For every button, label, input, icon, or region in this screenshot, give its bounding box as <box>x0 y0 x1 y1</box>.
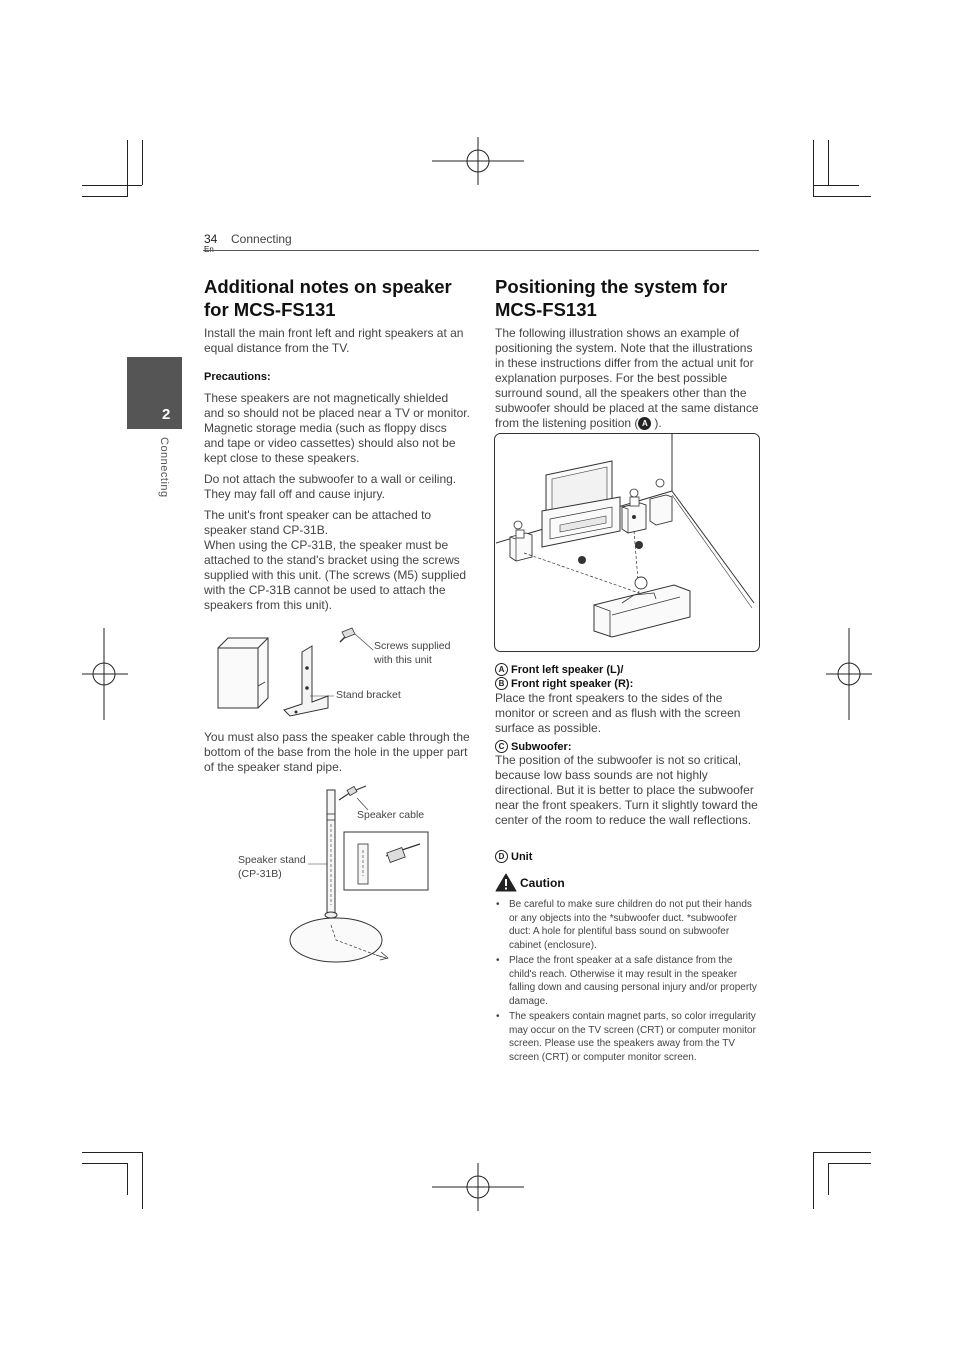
right-intro-text: The following illustration shows an example of positioning the system. Note that the illustrations in these instructions differ from the actual unit for explanation purposes. For the best possible surround sound, all the speakers other than the subwoofer should be placed at the same distance from the listening position ( <box>495 326 759 430</box>
warning-icon <box>495 873 517 892</box>
screws-caption: Screws supplied with this unit <box>374 640 451 666</box>
marker-c: C <box>495 740 508 753</box>
front-right-label: Front right speaker (R): <box>511 678 634 690</box>
right-title: Positioning the system for MCS-FS131 <box>495 276 728 320</box>
speaker-stand-caption: Speaker stand (CP-31B) <box>238 854 306 880</box>
label-front-left <box>495 663 623 677</box>
page-number: 34 <box>204 232 218 246</box>
left-title: Additional notes on speaker for MCS-FS131 <box>204 276 452 320</box>
chapter-tab <box>127 357 182 429</box>
precautions-label: Precautions: <box>204 371 271 383</box>
caution-list <box>495 898 761 1066</box>
subwoofer-label: Subwoofer: <box>511 741 572 753</box>
chapter-label: Connecting <box>158 437 170 498</box>
header-section: Connecting <box>231 232 292 246</box>
subwoofer-text: The position of the subwoofer is not so critical, because low bass sounds are not highly directional. But it is better to place the subwoofer near the front speakers. Turn it slightly toward the center of the room to reduce the wall reflections. <box>495 753 758 827</box>
label-unit <box>495 850 532 864</box>
caution-label: Caution <box>520 876 565 890</box>
bracket-caption: Stand bracket <box>336 689 401 701</box>
right-intro-end: ). <box>654 416 662 430</box>
cable-paragraph: You must also pass the speaker cable through the bottom of the base from the hole in the upper part of the speaker stand pipe. <box>204 730 470 774</box>
registration-mark-left <box>82 628 128 720</box>
caution-item: • Be careful to make sure children do not put their hands or any objects into the *subwoofer duct. *subwoofer duct: A hole for plentiful bass sound on subwoofer cabinet (enclosure). <box>495 898 761 952</box>
label-front-right <box>495 677 633 691</box>
header-rule <box>203 250 759 251</box>
marker-d: D <box>495 850 508 863</box>
front-speakers-text: Place the front speakers to the sides of the monitor or screen and as flush with the screen surface as possible. <box>495 691 741 735</box>
registration-mark-bottom <box>432 1163 524 1211</box>
caution-item: • Place the front speaker at a safe distance from the child's reach. Otherwise it may result in the speaker falling down and causing personal injury and/or property damage. <box>495 954 761 1008</box>
registration-mark-top <box>432 137 524 185</box>
precautions-p3: The unit's front speaker can be attached to speaker stand CP-31B. <box>204 508 432 537</box>
marker-a: A <box>495 663 508 676</box>
right-intro <box>495 326 761 431</box>
label-subwoofer <box>495 740 572 754</box>
chapter-number: 2 <box>162 406 171 423</box>
listening-position-marker: A <box>638 417 651 430</box>
room-illustration <box>494 433 760 652</box>
precautions-p4: When using the CP-31B, the speaker must be attached to the stand's bracket using the screws supplied with this unit. (The screws (M5) supplied with the CP-31B cannot be used to attach the speakers from this unit). <box>204 538 467 612</box>
left-intro: Install the main front left and right speakers at an equal distance from the TV. <box>204 326 464 355</box>
caution-item: • The speakers contain magnet parts, so color irregularity may occur on the TV screen (CRT) or computer monitor screen. Please use the speakers away from the TV screen (CRT) or computer monitor screen. <box>495 1010 761 1064</box>
precautions-p2: Do not attach the subwoofer to a wall or ceiling. They may fall off and cause injury. <box>204 472 457 501</box>
registration-mark-right <box>826 628 872 720</box>
unit-label: Unit <box>511 851 533 863</box>
precautions-p1: These speakers are not magnetically shielded and so should not be placed near a TV or monitor. Magnetic storage media (such as floppy discs and tape or video cassettes) should also not be kept close to these speakers. <box>204 391 470 465</box>
speaker-cable-caption: Speaker cable <box>357 809 425 821</box>
front-left-label: Front left speaker (L)/ <box>511 664 624 676</box>
marker-b: B <box>495 677 508 690</box>
